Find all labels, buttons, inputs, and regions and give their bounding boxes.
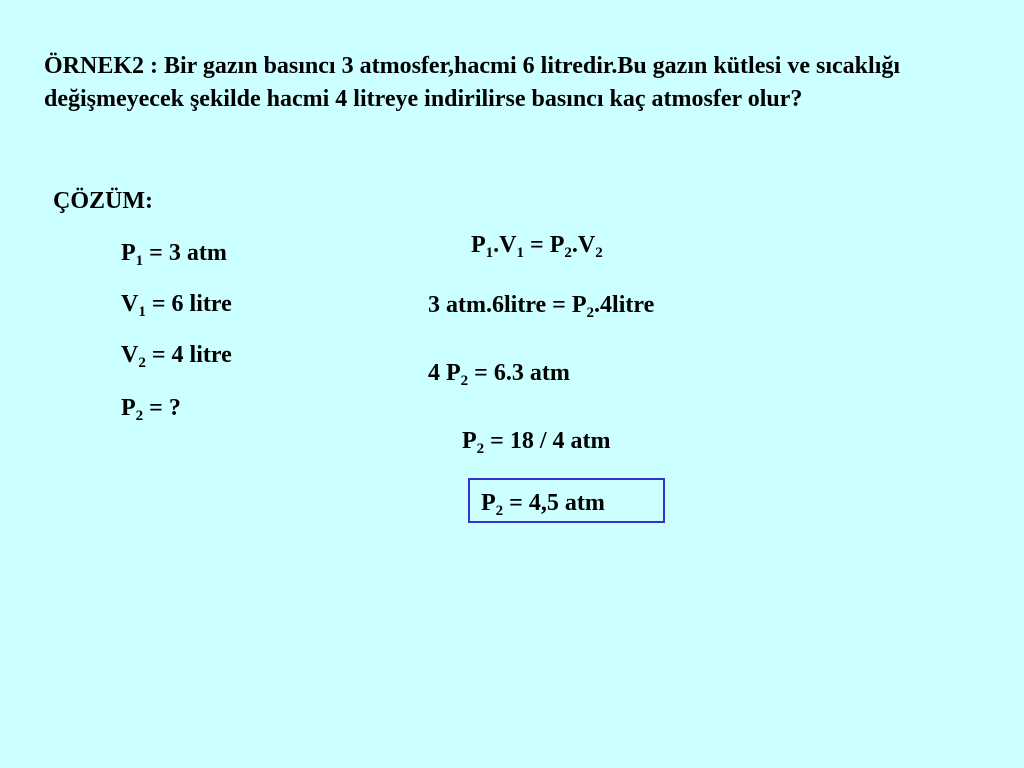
step-1-left: 3 atm.6litre = P — [428, 292, 587, 318]
given-p1-var: P — [121, 240, 136, 266]
solution-step-1 — [428, 292, 654, 319]
formula-sub-3: 2 — [564, 245, 572, 261]
answer-right: = 4,5 atm — [503, 490, 605, 516]
given-v1-var: V — [121, 291, 139, 317]
given-p2-value: = ? — [143, 395, 181, 421]
formula-p1: P — [471, 232, 486, 258]
given-p2-var: P — [121, 395, 136, 421]
formula-v1: .V — [493, 232, 517, 258]
given-p1-sub: 1 — [135, 253, 144, 269]
problem-statement: ÖRNEK2 : Bir gazın basıncı 3 atmosfer,hacmi 6 litredir.Bu gazın kütlesi ve sıcaklığı değişmeyecek şekilde hacmi 4 litreye indirilirse basıncı kaç atmosfer olur? — [44, 53, 901, 112]
given-v1-value: = 6 litre — [145, 291, 232, 317]
formula-sub-1: 1 — [485, 245, 494, 261]
formula-v2: .V — [571, 232, 596, 258]
answer-sub: 2 — [495, 503, 504, 519]
step-1-sub: 2 — [586, 305, 595, 321]
answer-left: P — [481, 490, 496, 516]
given-v2-var: V — [121, 342, 139, 368]
given-v2 — [121, 342, 232, 369]
given-p1 — [121, 240, 227, 267]
solution-heading: ÇÖZÜM: — [53, 188, 153, 214]
given-v1-sub: 1 — [138, 304, 146, 320]
step-3-right: = 18 / 4 atm — [484, 428, 611, 454]
answer-box — [468, 478, 665, 523]
given-v2-value: = 4 litre — [145, 342, 232, 368]
given-v2-sub: 2 — [138, 355, 146, 371]
step-2-sub: 2 — [460, 373, 469, 389]
given-p2 — [121, 395, 181, 422]
final-answer — [481, 490, 605, 517]
step-2-right: = 6.3 atm — [468, 360, 570, 386]
step-3-left: P — [462, 428, 477, 454]
given-p1-value: = 3 atm — [143, 240, 227, 266]
step-3-sub: 2 — [476, 441, 485, 457]
formula-sub-2: 1 — [516, 245, 525, 261]
given-v1 — [121, 291, 232, 318]
solution-step-3 — [462, 428, 611, 455]
formula-equals-p2: = P — [524, 232, 565, 258]
boyle-law-formula — [471, 232, 603, 259]
given-p2-sub: 2 — [135, 408, 144, 424]
formula-sub-4: 2 — [595, 245, 603, 261]
step-2-left: 4 P — [428, 360, 461, 386]
solution-step-2 — [428, 360, 570, 387]
step-1-right: .4litre — [594, 292, 655, 318]
